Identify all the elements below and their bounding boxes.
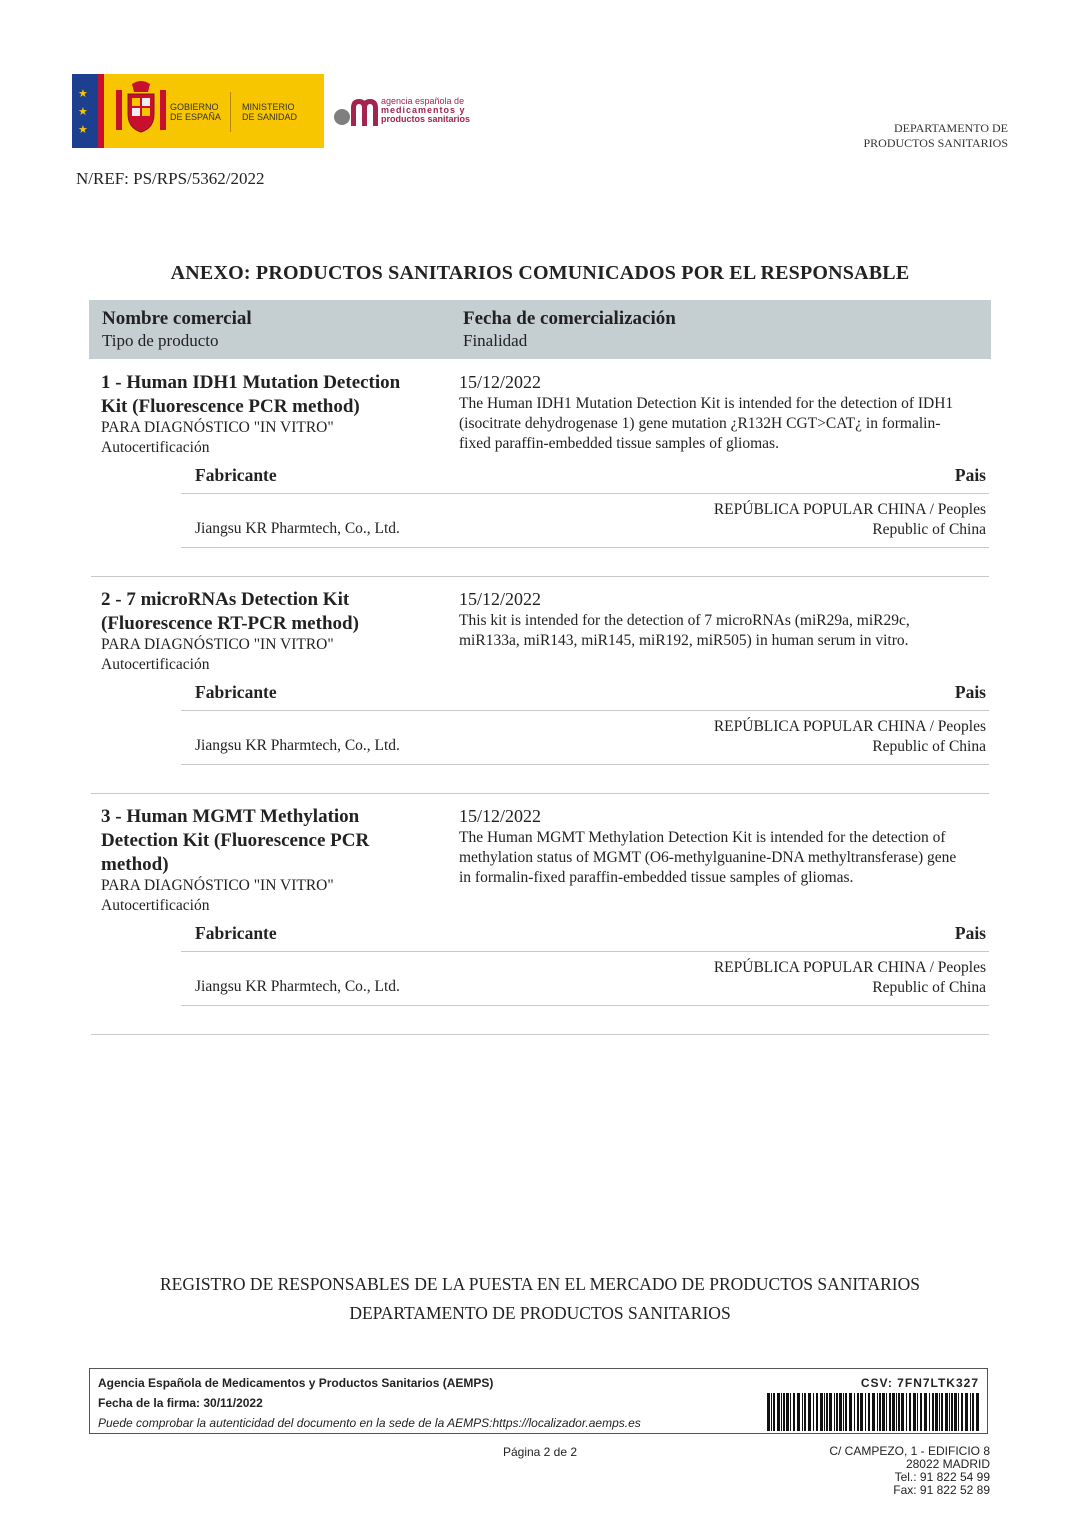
product-date: 15/12/2022 — [459, 589, 542, 609]
aemps-logo-text: agencia española de medicamentos y productos sanitarios — [381, 96, 471, 124]
product-description: The Human IDH1 Mutation Detection Kit is intended for the detection of IDH1 (isocitrate dehydrogenase 1) gene mutation ¿R132H CGT>CAT¿ in formalin- fixed paraffin-embedded tissue samples of gliomas. — [459, 395, 954, 452]
divider — [181, 493, 989, 494]
department-header: DEPARTAMENTO DE PRODUCTOS SANITARIOS — [863, 121, 1008, 150]
country-label: Pais — [954, 465, 986, 485]
divider — [181, 710, 989, 711]
manufacturer-label: Fabricante — [195, 465, 277, 485]
col-subheader-type: Tipo de producto — [102, 331, 219, 350]
product-description: This kit is intended for the detection of 7 microRNAs (miR29a, miR29c, miR133a, miR143, miR145, miR192, miR505) in human serum in vitro. — [459, 612, 910, 649]
star-icon: ★ — [78, 87, 88, 100]
country-label: Pais — [954, 682, 986, 702]
barcode-icon — [767, 1393, 979, 1431]
divider — [181, 1005, 989, 1006]
product-date: 15/12/2022 — [459, 372, 542, 392]
manufacturer-country: REPÚBLICA POPULAR CHINA / Peoples Republic of China — [713, 501, 986, 538]
signature-box — [89, 1368, 988, 1434]
ministerio-text: MINISTERIO DE SANIDAD — [242, 102, 298, 122]
star-icon: ★ — [78, 123, 88, 136]
country-label: Pais — [954, 923, 986, 943]
reference-number: N/REF: PS/RPS/5362/2022 — [76, 169, 265, 188]
gobierno-espana-logo — [72, 74, 324, 148]
manufacturer-label: Fabricante — [195, 682, 277, 702]
product-date: 15/12/2022 — [459, 806, 542, 826]
coat-of-arms-icon — [110, 80, 172, 142]
product-name: 1 - Human IDH1 Mutation Detection Kit (Fluorescence PCR method) — [101, 372, 401, 417]
product-name: 3 - Human MGMT Methylation Detection Kit (Fluorescence PCR method) — [101, 806, 370, 875]
col-header-name: Nombre comercial — [102, 308, 252, 329]
manufacturer-country: REPÚBLICA POPULAR CHINA / Peoples Republic of China — [713, 959, 986, 996]
manufacturer-label: Fabricante — [195, 923, 277, 943]
registry-title: REGISTRO DE RESPONSABLES DE LA PUESTA EN EL MERCADO DE PRODUCTOS SANITARIOS — [160, 1274, 920, 1294]
aemps-logo-icon — [333, 96, 379, 128]
product-description: The Human MGMT Methylation Detection Kit is intended for the detection of methylation status of MGMT (O6-methylguanine-DNA methyltransferase) gene in formalin-fixed paraffin-embedded tissue samples of gliomas. — [459, 829, 957, 886]
product-cert: Autocertificación — [101, 897, 210, 914]
product-type: PARA DIAGNÓSTICO "IN VITRO" — [101, 877, 334, 894]
product-cert: Autocertificación — [101, 656, 210, 673]
page-title: ANEXO: PRODUCTOS SANITARIOS COMUNICADOS POR EL RESPONSABLE — [170, 262, 910, 284]
col-header-date: Fecha de comercialización — [463, 308, 676, 329]
table-header — [89, 300, 991, 359]
divider — [91, 793, 989, 794]
star-icon: ★ — [78, 105, 88, 118]
page-number: Página 2 de 2 — [502, 1445, 578, 1459]
divider — [91, 1034, 989, 1035]
csv-code: CSV: 7FN7LTK327 — [860, 1376, 979, 1390]
registry-subtitle: DEPARTAMENTO DE PRODUCTOS SANITARIOS — [349, 1303, 731, 1323]
divider — [181, 951, 989, 952]
divider — [181, 547, 989, 548]
product-type: PARA DIAGNÓSTICO "IN VITRO" — [101, 419, 334, 436]
manufacturer-name: Jiangsu KR Pharmtech, Co., Ltd. — [195, 520, 400, 537]
product-type: PARA DIAGNÓSTICO "IN VITRO" — [101, 636, 334, 653]
product-name: 2 - 7 microRNAs Detection Kit (Fluorescence RT-PCR method) — [101, 589, 359, 634]
manufacturer-country: REPÚBLICA POPULAR CHINA / Peoples Republic of China — [713, 718, 986, 755]
verification-note: Puede comprobar la autenticidad del documento en la sede de la AEMPS:https://localizador.aemps.es — [98, 1416, 641, 1430]
col-subheader-purpose: Finalidad — [463, 331, 528, 350]
agency-name: Agencia Española de Medicamentos y Productos Sanitarios (AEMPS) — [98, 1376, 494, 1390]
gobierno-text: GOBIERNO DE ESPAÑA — [170, 102, 221, 122]
product-cert: Autocertificación — [101, 439, 210, 456]
manufacturer-name: Jiangsu KR Pharmtech, Co., Ltd. — [195, 978, 400, 995]
divider — [91, 576, 989, 577]
agency-address: C/ CAMPEZO, 1 - EDIFICIO 8 28022 MADRID Tel.: 91 822 54 99 Fax: 91 822 52 89 — [829, 1444, 990, 1497]
manufacturer-name: Jiangsu KR Pharmtech, Co., Ltd. — [195, 737, 400, 754]
signature-date: Fecha de la firma: 30/11/2022 — [98, 1396, 263, 1410]
divider — [181, 764, 989, 765]
